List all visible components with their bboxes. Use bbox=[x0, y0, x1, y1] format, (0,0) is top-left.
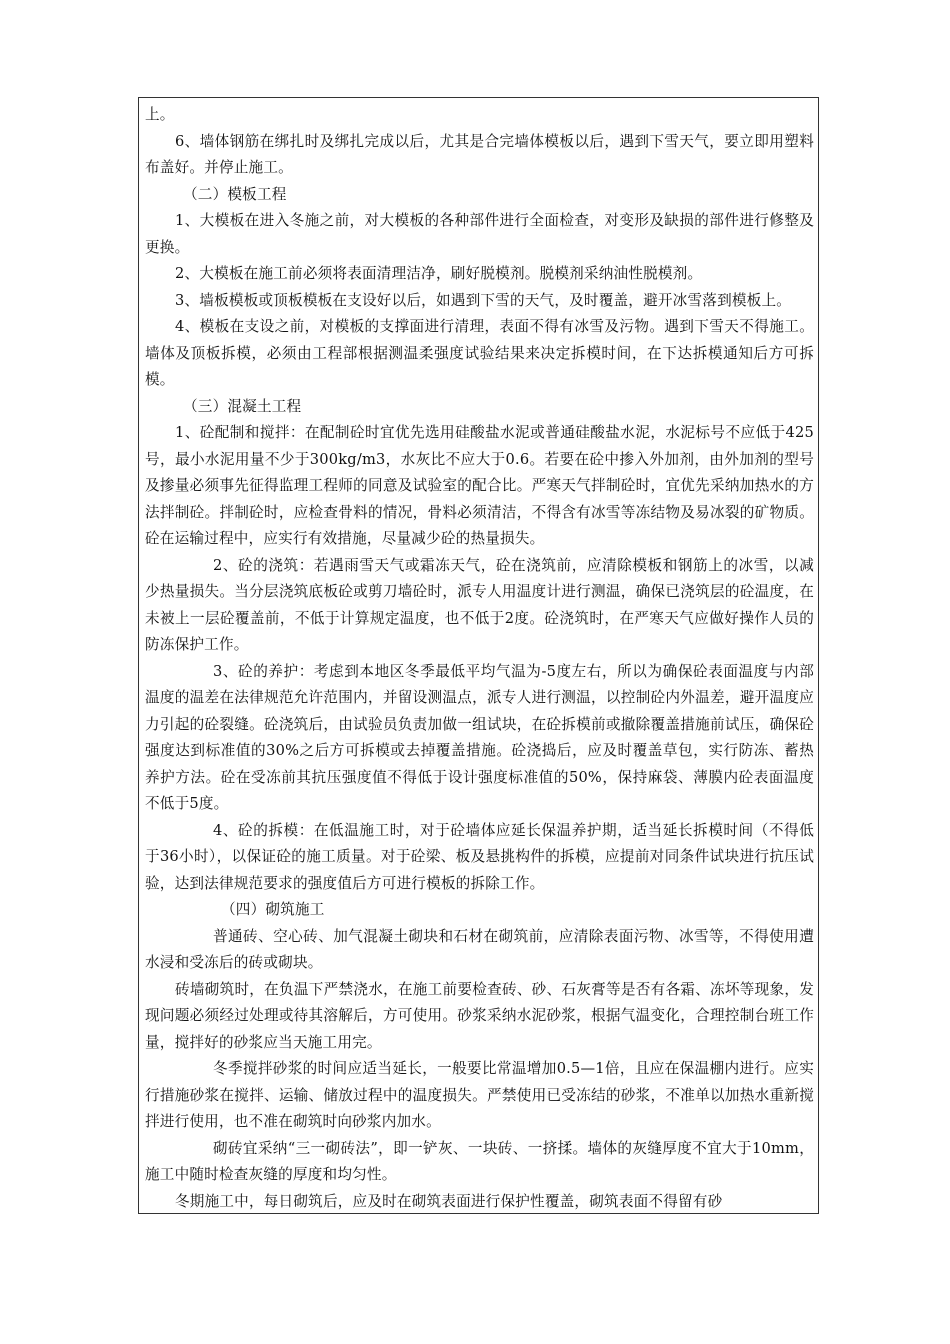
section-heading-formwork: （二）模板工程 bbox=[183, 185, 287, 203]
paragraph-formwork-4: 4、模板在支设之前，对模板的支撑面进行清理，表面不得有冰雪及污物。遇到下雪天不得施工。墙体及顶板拆模，必须由工程部根据测温柔强度试验结果来决定拆模时间，在下达拆模通知后方可拆模。 bbox=[145, 318, 814, 388]
paragraph-concrete-3: 3、砼的养护：考虑到本地区冬季最低平均气温为-5度左右，所以为确保砼表面温度与内部温度的温差在法律规范允许范围内，并留设测温点，派专人进行测温，以控制砼内外温差，避开温度应力引起的砼裂缝。砼浇筑后，由试验员负责加做一组试块，在砼拆模前或撤除覆盖措施前试压，确保砼强度达到标准值的30%之后方可拆模或去掉覆盖措施。砼浇捣后，应及时覆盖草包，实行防冻、蓄热养护方法。砼在受冻前其抗压强度值不得低于设计强度标准值的50%，保持麻袋、薄膜内砼表面温度不低于5度。 bbox=[145, 662, 814, 812]
paragraph-masonry-4: 砌砖宜采纳“三一砌砖法”，即一铲灰、一块砖、一挤揉。墙体的灰缝厚度不宜大于10mm，施工中随时检查灰缝的厚度和均匀性。 bbox=[145, 1139, 814, 1183]
paragraph-concrete-2: 2、砼的浇筑：若遇雨雪天气或霜冻天气，砼在浇筑前，应清除模板和钢筋上的冰雪，以减少热量损失。当分层浇筑底板砼或剪刀墙砼时，派专人用温度计进行测温，确保已浇筑层的砼温度，在未被上一层砼覆盖前，不低于计算规定温度，也不低于2度。砼浇筑时，在严寒天气应做好操作人员的防冻保护工作。 bbox=[145, 556, 814, 653]
section-heading-concrete: （三）混凝土工程 bbox=[183, 397, 302, 415]
paragraph-masonry-3: 冬季搅拌砂浆的时间应适当延长，一般要比常温增加0.5—1倍，且应在保温棚内进行。应实行措施砂浆在搅拌、运输、储放过程中的温度损失。严禁使用已受冻结的砂浆，不准单以加热水重新搅拌进行使用，也不准在砌筑时向砂浆内加水。 bbox=[145, 1060, 814, 1130]
paragraph-formwork-2: 2、大模板在施工前必须将表面清理洁净，刷好脱模剂。脱模剂采纳油性脱模剂。 bbox=[175, 265, 703, 282]
document-frame bbox=[138, 97, 819, 1214]
paragraph-formwork-3: 3、墙板模板或顶板模板在支设好以后，如遇到下雪的天气，及时覆盖，避开冰雪落到模板上。 bbox=[175, 291, 792, 309]
paragraph-concrete-1: 1、砼配制和搅拌：在配制砼时宜优先选用硅酸盐水泥或普通硅酸盐水泥，水泥标号不应低于425号，最小水泥用量不少于300kg/m3，水灰比不应大于0.6。若要在砼中掺入外加剂，由外加剂的型号及掺量必须事先征得监理工程师的同意及试验室的配合比。严寒天气拌制砼时，宜优先采纳加热水的方法拌制砼。拌制砼时，应检查骨料的情况，骨料必须清洁，不得含有冰雪等冻结物及易冰裂的矿物质。砼在运输过程中，应实行有效措施，尽量减少砼的热量损失。 bbox=[145, 424, 814, 547]
paragraph-continuation: 上。 bbox=[145, 106, 175, 123]
paragraph-masonry-5: 冬期施工中，每日砌筑后，应及时在砌筑表面进行保护性覆盖，砌筑表面不得留有砂 bbox=[175, 1192, 723, 1210]
document-body bbox=[145, 102, 814, 1214]
paragraph-concrete-4: 4、砼的拆模：在低温施工时，对于砼墙体应延长保温养护期，适当延长拆模时间（不得低于36小时），以保证砼的施工质量。对于砼梁、板及悬挑构件的拆模，应提前对同条件试块进行抗压试验，达到法律规范要求的强度值后方可进行模板的拆除工作。 bbox=[145, 821, 814, 892]
paragraph-rebar-snow: 6、墙体钢筋在绑扎时及绑扎完成以后，尤其是合完墙体模板以后，遇到下雪天气，要立即用塑料布盖好。并停止施工。 bbox=[145, 132, 814, 176]
paragraph-masonry-1: 普通砖、空心砖、加气混凝土砌块和石材在砌筑前，应清除表面污物、冰雪等，不得使用遭水浸和受冻后的砖或砌块。 bbox=[145, 927, 814, 971]
paragraph-formwork-1: 1、大模板在进入冬施之前，对大模板的各种部件进行全面检查，对变形及缺损的部件进行修整及更换。 bbox=[145, 212, 814, 256]
paragraph-masonry-2: 砖墙砌筑时，在负温下严禁浇水，在施工前要检查砖、砂、石灰膏等是否有各霜、冻坏等现象，发现问题必须经过处理或待其溶解后，方可使用。砂浆采纳水泥砂浆，根据气温变化，合理控制台班工作量，搅拌好的砂浆应当天施工用完。 bbox=[145, 980, 814, 1051]
section-heading-masonry: （四）砌筑施工 bbox=[221, 901, 325, 918]
